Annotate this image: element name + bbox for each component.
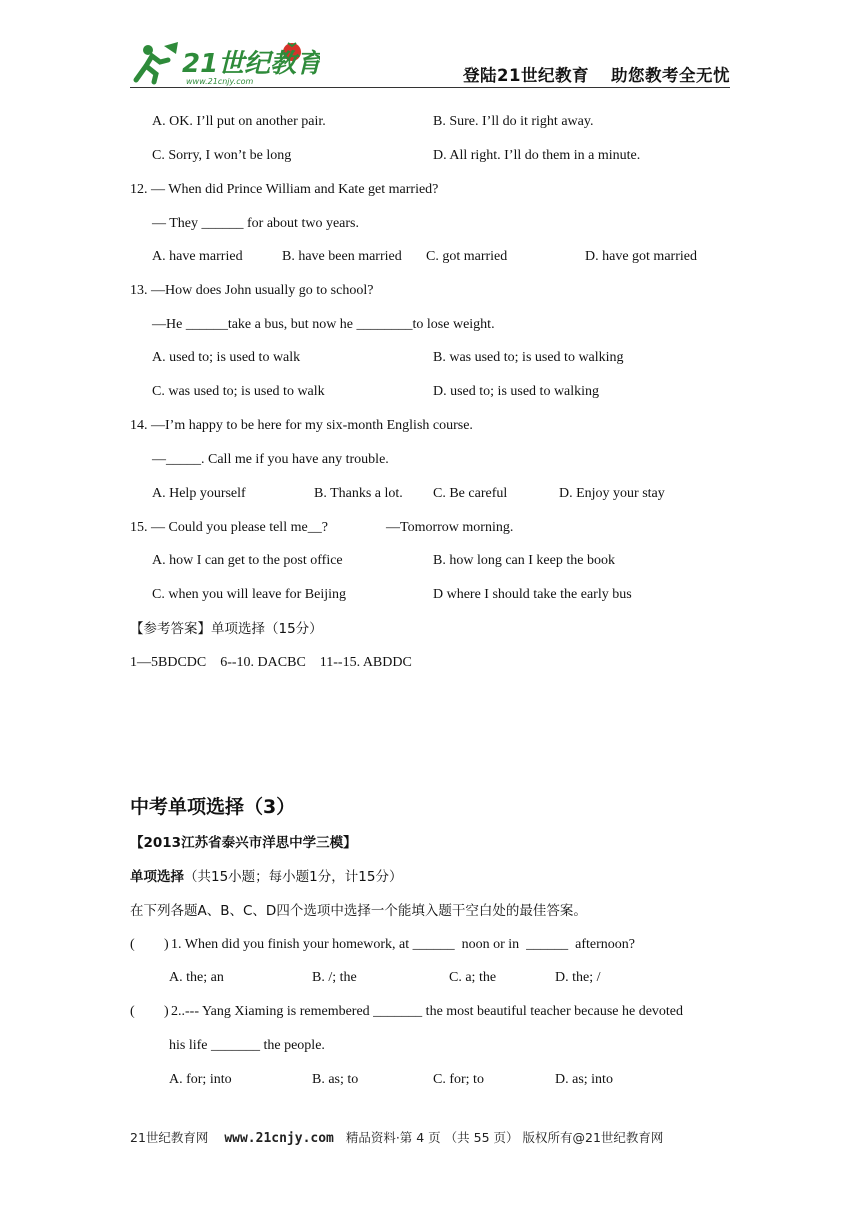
q12-stem: 12. — When did Prince William and Kate get married? <box>130 182 439 197</box>
answer-paren-open: ( <box>130 937 135 952</box>
q15-reply: —Tomorrow morning. <box>386 520 514 535</box>
footer-site: 21世纪教育网 <box>130 1130 209 1145</box>
s3-q1-option-c: C. a; the <box>449 970 497 985</box>
q14-option-b: B. Thanks a lot. <box>314 486 403 501</box>
s3-q2-stem: 2..--- Yang Xiaming is remembered _______ the most beautiful teacher because he devoted <box>171 1004 684 1019</box>
s3-q2-line2: his life _______ the people. <box>169 1038 325 1053</box>
q15-option-a: A. how I can get to the post office <box>152 553 343 568</box>
page-header <box>130 38 730 90</box>
section-title: 中考单项选择（3） <box>130 796 296 818</box>
q11-option-b: B. Sure. I’ll do it right away. <box>433 114 594 129</box>
footer-url[interactable]: www.21cnjy.com <box>224 1131 334 1146</box>
section-source: 【2013江苏省泰兴市洋思中学三模】 <box>130 835 357 851</box>
logo-text: 21世纪教育 <box>182 49 320 79</box>
q14-option-a: A. Help yourself <box>152 486 246 501</box>
s3-q1-option-d: D. the; / <box>555 970 601 985</box>
q13-option-d: D. used to; is used to walking <box>433 384 600 399</box>
answer-paren-open: ( <box>130 1004 135 1019</box>
q15-stem: 15. — Could you please tell me__? <box>130 520 328 535</box>
footer-page-info: 精品资料·第 4 页 （共 55 页） 版权所有@21世纪教育网 <box>345 1130 664 1145</box>
logo-subtext: www.21cnjy.com <box>186 77 254 86</box>
s3-q2-option-d: D. as; into <box>555 1072 613 1087</box>
q12-option-b: B. have been married <box>282 249 402 264</box>
s3-q1-option-a: A. the; an <box>169 970 224 985</box>
answer-paren-close: ) <box>164 1004 169 1019</box>
q12-option-a: A. have married <box>152 249 243 264</box>
q13-line2: —He ______take a bus, but now he ________to lose weight. <box>152 317 495 332</box>
q14-option-c: C. Be careful <box>433 486 508 501</box>
s3-q2-option-b: B. as; to <box>312 1072 359 1087</box>
answer-paren-close: ) <box>164 937 169 952</box>
q11-option-c: C. Sorry, I won’t be long <box>152 148 292 163</box>
slogan-left: 登陆21世纪教育 <box>463 66 589 85</box>
q15-option-d: D where I should take the early bus <box>433 587 632 602</box>
q14-option-d: D. Enjoy your stay <box>559 486 665 501</box>
s3-q2-option-c: C. for; to <box>433 1072 484 1087</box>
q15-option-b: B. how long can I keep the book <box>433 553 615 568</box>
site-logo <box>130 38 320 88</box>
instructions-label: 单项选择 <box>130 869 184 885</box>
logo-graphic <box>130 38 320 88</box>
page-footer <box>130 1128 663 1146</box>
s3-q1-stem: 1. When did you finish your homework, at ______ noon or in ______ afternoon? <box>171 937 636 952</box>
s3-q2-option-a: A. for; into <box>169 1072 232 1087</box>
q12-option-c: C. got married <box>426 249 508 264</box>
answer-heading: 【参考答案】单项选择（15分） <box>130 621 323 637</box>
q13-option-c: C. was used to; is used to walk <box>152 384 325 399</box>
q12-option-d: D. have got married <box>585 249 697 264</box>
q14-line2: —_____. Call me if you have any trouble. <box>152 452 389 467</box>
answer-keys: 1—5BDCDC 6--10. DACBC 11--15. ABDDC <box>130 655 412 670</box>
section-directions: 在下列各题A、B、C、D四个选项中选择一个能填入题干空白处的最佳答案。 <box>130 903 587 919</box>
header-rule <box>130 87 730 88</box>
slogan-right: 助您教考全无忧 <box>611 66 730 85</box>
section-instructions <box>130 868 402 886</box>
q13-option-a: A. used to; is used to walk <box>152 350 301 365</box>
s3-q1-option-b: B. /; the <box>312 970 357 985</box>
instructions-detail: （共15小题；每小题1分，计15分） <box>184 869 403 885</box>
header-slogan <box>463 62 730 86</box>
q11-option-d: D. All right. I’ll do them in a minute. <box>433 148 641 163</box>
q12-line2: — They ______ for about two years. <box>152 216 359 231</box>
q15-option-c: C. when you will leave for Beijing <box>152 587 347 602</box>
q13-stem: 13. —How does John usually go to school? <box>130 283 374 298</box>
q13-option-b: B. was used to; is used to walking <box>433 350 624 365</box>
q14-stem: 14. —I’m happy to be here for my six-month English course. <box>130 418 473 433</box>
q11-option-a: A. OK. I’ll put on another pair. <box>152 114 326 129</box>
